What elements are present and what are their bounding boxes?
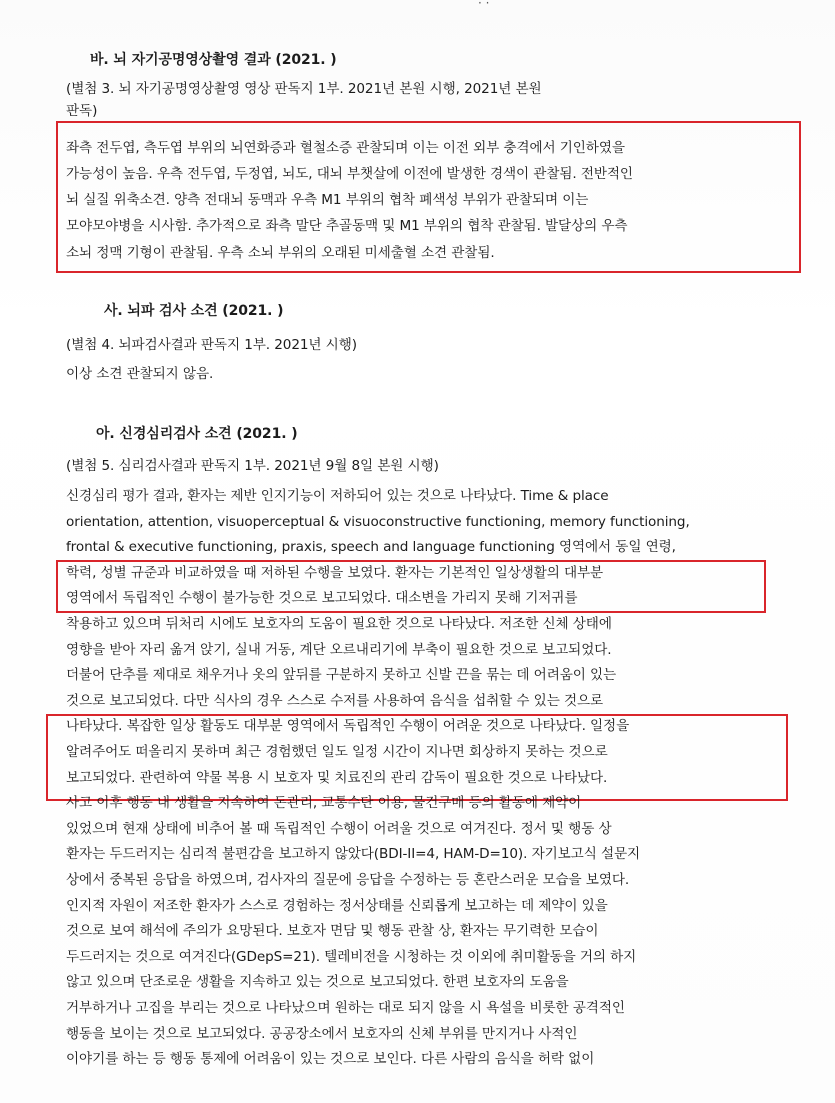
section-a-attachment: (별첨 5. 심리검사결과 판독지 1부. 2021년 9월 8일 본원 시행) [66, 458, 439, 474]
section-a-body-line: 있었으며 현재 상태에 비추어 볼 때 독립적인 수행이 어려울 것으로 여겨진다. 정서 및 행동 상 [66, 821, 612, 837]
section-a-body-line: 환자는 두드러지는 심리적 불편감을 보고하지 않았다(BDI-II=4, HAM-D=10). 자기보고식 설문지 [66, 846, 641, 862]
section-a-body-line: 영역에서 독립적인 수행이 불가능한 것으로 보고되었다. 대소변을 가리지 못해 기저귀를 [66, 590, 578, 606]
section-a-body-line: 상에서 중복된 응답을 하였으며, 검사자의 질문에 응답을 수정하는 등 혼란스러운 모습을 보였다. [66, 872, 630, 888]
section-a-body-line: 학력, 성별 규준과 비교하였을 때 저하된 수행을 보였다. 환자는 기본적인 일상생활의 대부분 [66, 565, 604, 581]
section-a-body-line: 착용하고 있으며 뒤처리 시에도 보호자의 도움이 필요한 것으로 나타났다. 저조한 신체 상태에 [66, 616, 612, 632]
section-ba-attachment-line2: 판독) [66, 103, 98, 119]
section-sa-attachment: (별첨 4. 뇌파검사결과 판독지 1부. 2021년 시행) [66, 337, 357, 353]
section-a-body-line: 두드러지는 것으로 여겨진다(GDepS=21). 텔레비전을 시청하는 것 이외에 취미활동을 거의 하지 [66, 949, 637, 965]
section-a-body-line: 거부하거나 고집을 부리는 것으로 나타났으며 원하는 대로 되지 않을 시 욕설을 비롯한 공격적인 [66, 1000, 625, 1016]
section-ba-heading: 바. 뇌 자기공명영상촬영 결과 (2021. ) [90, 52, 337, 68]
section-a-body-line: orientation, attention, visuoperceptual & visuoconstructive functioning, memory functioning, [66, 514, 690, 530]
section-ba-body-line: 모야모야병을 시사함. 추가적으로 좌측 말단 추골동맥 및 M1 부위의 협착 관찰됨. 발달상의 우측 [66, 218, 628, 234]
section-a-heading: 아. 신경심리검사 소견 (2021. ) [96, 426, 298, 442]
section-a-body-line: 인지적 자원이 저조한 환자가 스스로 경험하는 정서상태를 신뢰롭게 보고하는 데 제약이 있을 [66, 898, 608, 914]
section-ba-body-line: 가능성이 높음. 우측 전두엽, 두정엽, 뇌도, 대뇌 부챗살에 이전에 발생한 경색이 관찰됨. 전반적인 [66, 166, 633, 182]
section-ba-body-line: 좌측 전두엽, 측두엽 부위의 뇌연화증과 혈철소증 관찰되며 이는 이전 외부 충격에서 기인하였을 [66, 140, 625, 156]
section-a-body-line: 않고 있으며 단조로운 생활을 지속하고 있는 것으로 보고되었다. 한편 보호자의 도움을 [66, 974, 569, 990]
section-a-body-line: frontal & executive functioning, praxis, speech and language functioning 영역에서 동일 연령, [66, 539, 676, 555]
section-ba-body-line: 소뇌 정맥 기형이 관찰됨. 우측 소뇌 부위의 오래된 미세출혈 소견 관찰됨. [66, 245, 495, 261]
section-a-body-line: 나타났다. 복잡한 일상 활동도 대부분 영역에서 독립적인 수행이 어려운 것으로 나타났다. 일정을 [66, 718, 630, 734]
section-ba-attachment-line1: (별첨 3. 뇌 자기공명영상촬영 영상 판독지 1부. 2021년 본원 시행, 2021년 본원 [66, 81, 542, 97]
section-a-body-line: 신경심리 평가 결과, 환자는 제반 인지기능이 저하되어 있는 것으로 나타났다. Time & place [66, 488, 609, 504]
section-sa-body: 이상 소견 관찰되지 않음. [66, 366, 214, 382]
section-a-body-line: 이야기를 하는 등 행동 통제에 어려움이 있는 것으로 보인다. 다른 사람의 음식을 허락 없이 [66, 1051, 595, 1067]
section-sa-heading: 사. 뇌파 검사 소견 (2021. ) [104, 303, 284, 319]
section-a-body-line: 알려주어도 떠올리지 못하며 최근 경험했던 일도 일정 시간이 지나면 회상하지 못하는 것으로 [66, 744, 608, 760]
section-a-body-line: 더불어 단추를 제대로 채우거나 옷의 앞뒤를 구분하지 못하고 신발 끈을 묶는 데 어려움이 있는 [66, 667, 617, 683]
scan-marks: · · [478, 0, 490, 10]
section-a-body-line: 사고 이후 행동 내 생활을 지속하여 돈관리, 교통수단 이용, 물건구매 등의 활동에 제약이 [66, 795, 582, 811]
section-a-body-line: 행동을 보이는 것으로 보고되었다. 공공장소에서 보호자의 신체 부위를 만지거나 사적인 [66, 1026, 578, 1042]
section-a-body-line: 보고되었다. 관련하여 약물 복용 시 보호자 및 치료진의 관리 감독이 필요한 것으로 나타났다. [66, 770, 608, 786]
section-a-body-line: 것으로 보고되었다. 다만 식사의 경우 스스로 수저를 사용하여 음식을 섭취할 수 있는 것으로 [66, 693, 604, 709]
section-ba-body-line: 뇌 실질 위축소견. 양측 전대뇌 동맥과 우측 M1 부위의 협착 폐색성 부위가 관찰되며 이는 [66, 192, 589, 208]
section-a-body-line: 것으로 보여 해석에 주의가 요망된다. 보호자 면담 및 행동 관찰 상, 환자는 무기력한 모습이 [66, 923, 599, 939]
section-a-body-line: 영향을 받아 자리 옮겨 앉기, 실내 거동, 계단 오르내리기에 부축이 필요한 것으로 보고되었다. [66, 642, 612, 658]
